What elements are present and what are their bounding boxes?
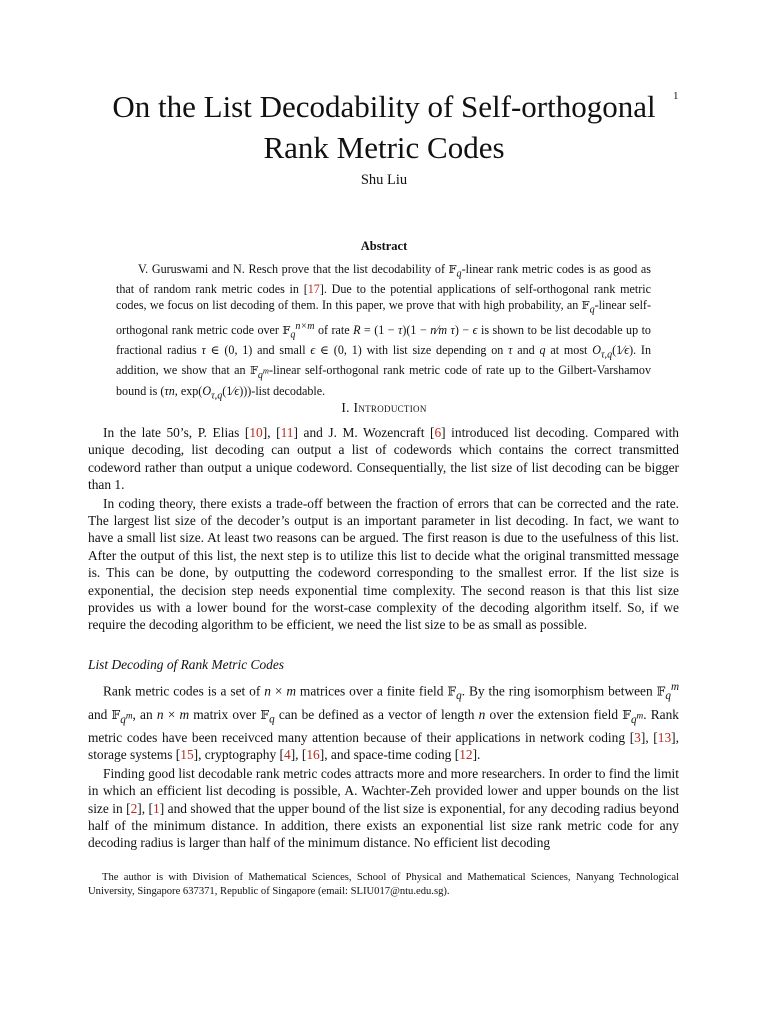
citation-link[interactable]: 15	[180, 747, 194, 763]
footnote: The author is with Division of Mathematical Sciences, School of Physical and Mathematical Sciences, Nanyang Technological University, Singapore 637371, Republic of Singapore (email: SLIU017@ntu.edu.sg).	[88, 872, 679, 897]
citation-link[interactable]: 2	[130, 800, 138, 816]
citation-link[interactable]: 16	[306, 747, 320, 763]
citation-link[interactable]: 10	[249, 425, 263, 440]
paragraph: In coding theory, there exists a trade-off between the fraction of errors that can be corrected and the rate. The largest list size of the decoder’s output is an important parameter in list decoding. In fact, we want to have a small list size. At least two reasons can be argued. The first reason is due to the usefulness of this list. After the output of this list, the next step is to utilize this list to decide what the original transmitted message is. This can be done, by outputting the codeword corresponding to the smallest error. If the list size is exponential, the decision step needs exponential time complexity. The second reason is that this list size provides us with a lower bound for the worst-case complexity of the decoding algorithm itself. So, if we require the decoding algorithm to be efficient, we need the list size to be as small as possible.	[88, 495, 679, 633]
author-name: Shu Liu	[360, 172, 408, 188]
citation-link[interactable]: 4	[284, 747, 291, 763]
paragraph: Finding good list decodable rank metric codes attracts more and more researchers. In order to find the limit in which an efficient list decoding is possible, A. Wachter-Zeh provided lower and upper bounds on the list size in [2], [1] and showed that the upper bound of the list size is exponential, for any decoding radius beyond half of the minimum distance. In addition, there exists an exponential list size rank metric code for any decoding radius is larger than half of the minimum distance. No efficient list decoding	[88, 765, 679, 851]
paragraph: Rank metric codes is a set of n × m matrices over a finite field 𝔽$_q$. By the ring isomorphism between 𝔽$_q^m$ and 𝔽$_{q^m}$, an n × m matrix over 𝔽$_q$ can be defined as a vector of length n over the extension field 𝔽$_{q^m}$. Rank metric codes have been receivced many attention because of their applications in network coding [3], [13], storage systems [15], cryptography [4], [16], and space-time coding [12].	[88, 681, 680, 763]
paper-title: On the List Decodability of Self-orthogonal Rank Metric Codes	[112, 89, 656, 165]
citation-link[interactable]: 12	[459, 747, 473, 763]
section-heading-introduction: I. Introduction	[341, 400, 427, 415]
citation-link[interactable]: 3	[634, 729, 641, 745]
citation-link[interactable]: 13	[657, 729, 672, 745]
citation-link[interactable]: 17	[307, 282, 320, 297]
citation-link[interactable]: 11	[280, 425, 294, 440]
citation-link[interactable]: 6	[434, 425, 442, 440]
page-number: 1	[673, 90, 679, 102]
abstract-text: V. Guruswami and N. Resch prove that the list decodability of 𝔽$_q$-linear rank metric codes is as good as that of random rank metric codes in [17]. Due to the potential applications of self-orthogonal rank metric codes, we focus on list decoding of them. In this paper, we prove that with high probability, an 𝔽$_q$-linear self-orthogonal rank metric code over 𝔽$_q^{n\times m}$ of rate R = (1 − τ)(1 − n⁄m τ) − ϵ is shown to be list decodable up to fractional radius τ ∈ (0, 1) and small ϵ ∈ (0, 1) with list size depending on τ and q at most $O_{\tau,q}(1⁄\epsilon)$. In addition, we show that an 𝔽$_{q^m}$-linear self-orthogonal rank metric code of rate up to the Gilbert-Varshamov bound is (τn, $\exp(O_{\tau,q}(1⁄\epsilon))$)-list decodable.	[116, 262, 652, 401]
subsection-heading: List Decoding of Rank Metric Codes	[88, 656, 284, 672]
citation-link[interactable]: 1	[153, 800, 160, 816]
abstract-heading: Abstract	[360, 239, 408, 253]
paragraph: In the late 50’s, P. Elias [10], [11] and J. M. Wozencraft [6] introduced list decoding. Compared with unique decoding, list decoding can output a list of codewords which contains the correct transmitted codeword rather than output a unique codeword. Consequentially, the list size of list decoding can be bigger than 1.	[88, 425, 680, 493]
body-text	[88, 424, 679, 852]
